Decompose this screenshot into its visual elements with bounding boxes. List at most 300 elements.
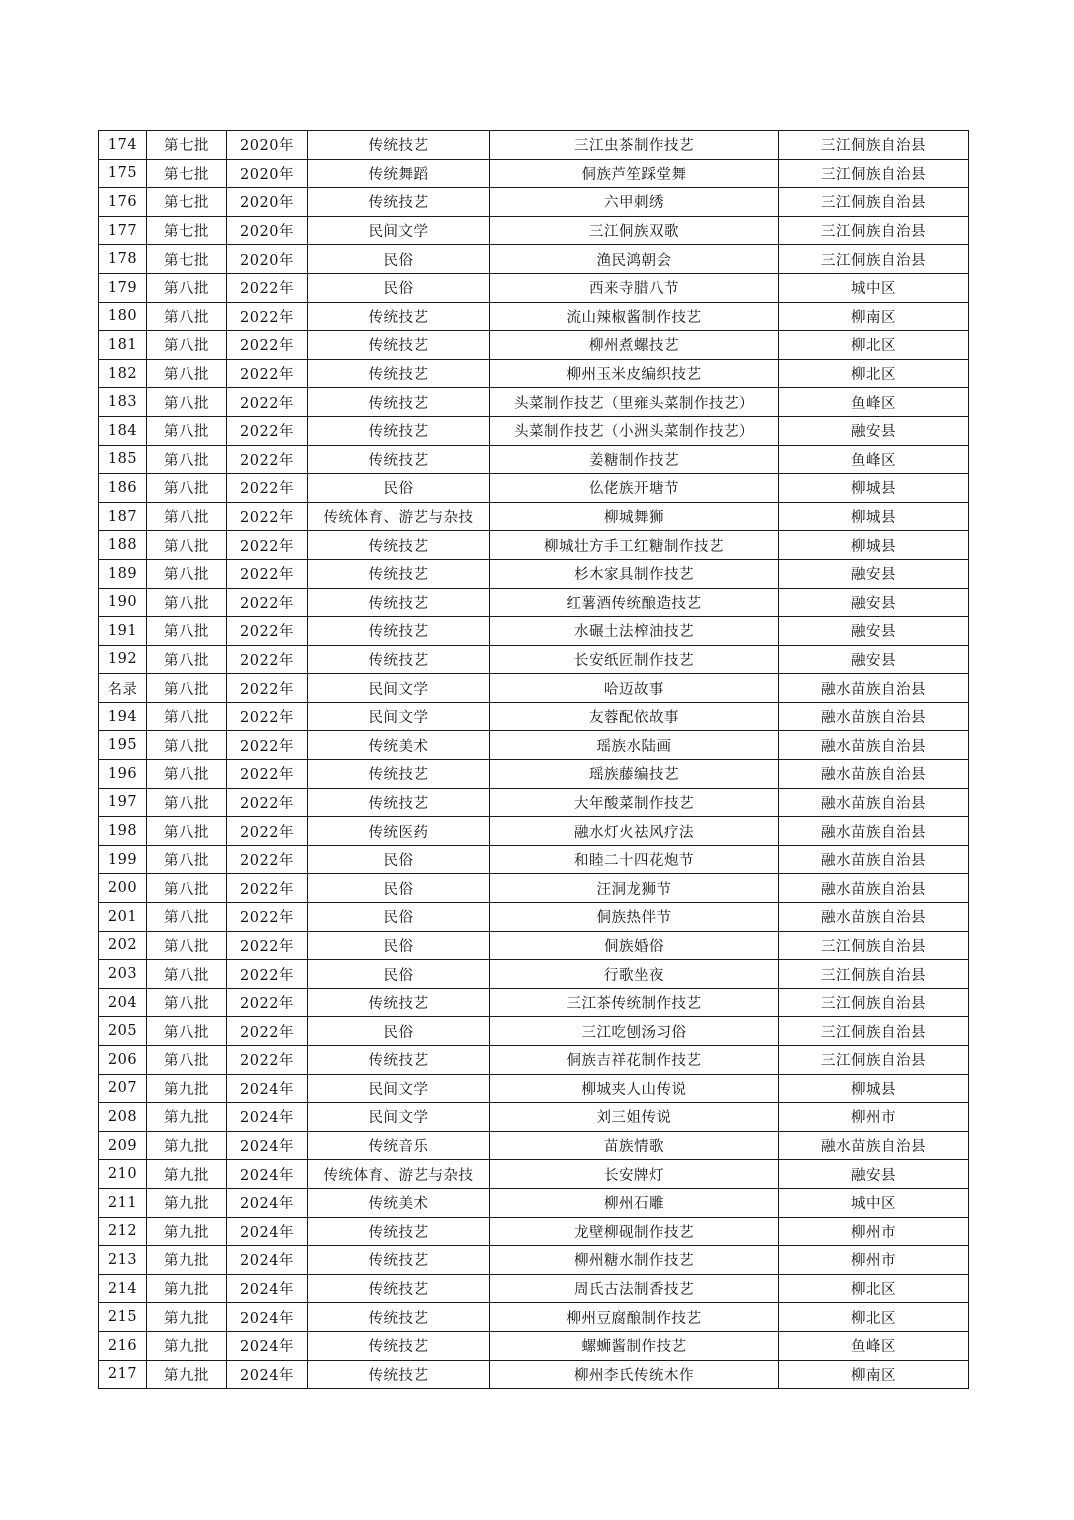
category-cell: 传统技艺 bbox=[308, 388, 490, 417]
number-cell: 211 bbox=[99, 1188, 147, 1217]
number-cell: 195 bbox=[99, 731, 147, 760]
table-row bbox=[99, 1046, 969, 1075]
project-name-cell: 红薯酒传统酿造技艺 bbox=[490, 588, 779, 617]
table-row bbox=[99, 760, 969, 789]
number-cell: 198 bbox=[99, 817, 147, 846]
category-cell: 民俗 bbox=[308, 245, 490, 274]
table-row bbox=[99, 674, 969, 703]
project-name-cell: 三江吃刨汤习俗 bbox=[490, 1017, 779, 1046]
number-cell: 184 bbox=[99, 416, 147, 445]
table-row bbox=[99, 388, 969, 417]
category-cell: 民俗 bbox=[308, 474, 490, 503]
number-cell: 205 bbox=[99, 1017, 147, 1046]
category-cell: 传统技艺 bbox=[308, 988, 490, 1017]
year-cell: 2022年 bbox=[227, 874, 308, 903]
category-cell: 传统技艺 bbox=[308, 416, 490, 445]
heritage-list-page bbox=[98, 130, 968, 1389]
year-cell: 2022年 bbox=[227, 302, 308, 331]
table-row bbox=[99, 331, 969, 360]
number-cell: 181 bbox=[99, 331, 147, 360]
year-cell: 2020年 bbox=[227, 245, 308, 274]
year-cell: 2022年 bbox=[227, 988, 308, 1017]
region-cell: 柳州市 bbox=[779, 1217, 969, 1246]
year-cell: 2022年 bbox=[227, 388, 308, 417]
year-cell: 2022年 bbox=[227, 1046, 308, 1075]
batch-cell: 第八批 bbox=[147, 302, 227, 331]
year-cell: 2024年 bbox=[227, 1103, 308, 1132]
table-row bbox=[99, 1017, 969, 1046]
category-cell: 民俗 bbox=[308, 931, 490, 960]
number-cell: 178 bbox=[99, 245, 147, 274]
number-cell: 208 bbox=[99, 1103, 147, 1132]
project-name-cell: 侗族婚俗 bbox=[490, 931, 779, 960]
table-row bbox=[99, 988, 969, 1017]
batch-cell: 第九批 bbox=[147, 1331, 227, 1360]
project-name-cell: 柳城壮方手工红糖制作技艺 bbox=[490, 531, 779, 560]
number-cell: 204 bbox=[99, 988, 147, 1017]
region-cell: 柳北区 bbox=[779, 1274, 969, 1303]
project-name-cell: 三江茶传统制作技艺 bbox=[490, 988, 779, 1017]
region-cell: 柳城县 bbox=[779, 1074, 969, 1103]
number-cell: 197 bbox=[99, 788, 147, 817]
category-cell: 传统技艺 bbox=[308, 645, 490, 674]
batch-cell: 第九批 bbox=[147, 1246, 227, 1275]
table-row bbox=[99, 903, 969, 932]
number-cell: 183 bbox=[99, 388, 147, 417]
year-cell: 2022年 bbox=[227, 731, 308, 760]
project-name-cell: 苗族情歌 bbox=[490, 1131, 779, 1160]
region-cell: 鱼峰区 bbox=[779, 1331, 969, 1360]
category-cell: 民俗 bbox=[308, 1017, 490, 1046]
region-cell: 鱼峰区 bbox=[779, 445, 969, 474]
project-name-cell: 长安纸匠制作技艺 bbox=[490, 645, 779, 674]
batch-cell: 第九批 bbox=[147, 1217, 227, 1246]
batch-cell: 第八批 bbox=[147, 817, 227, 846]
batch-cell: 第八批 bbox=[147, 531, 227, 560]
project-name-cell: 侗族芦笙踩堂舞 bbox=[490, 159, 779, 188]
number-cell: 174 bbox=[99, 131, 147, 160]
category-cell: 传统技艺 bbox=[308, 131, 490, 160]
year-cell: 2024年 bbox=[227, 1360, 308, 1389]
project-name-cell: 长安牌灯 bbox=[490, 1160, 779, 1189]
year-cell: 2024年 bbox=[227, 1303, 308, 1332]
number-cell: 190 bbox=[99, 588, 147, 617]
project-name-cell: 柳州玉米皮编织技艺 bbox=[490, 359, 779, 388]
batch-cell: 第八批 bbox=[147, 617, 227, 646]
year-cell: 2022年 bbox=[227, 474, 308, 503]
number-cell: 214 bbox=[99, 1274, 147, 1303]
category-cell: 传统技艺 bbox=[308, 1360, 490, 1389]
category-cell: 传统技艺 bbox=[308, 788, 490, 817]
table-row bbox=[99, 1160, 969, 1189]
category-cell: 传统美术 bbox=[308, 1188, 490, 1217]
category-cell: 传统技艺 bbox=[308, 331, 490, 360]
region-cell: 三江侗族自治县 bbox=[779, 1017, 969, 1046]
region-cell: 三江侗族自治县 bbox=[779, 245, 969, 274]
category-cell: 传统技艺 bbox=[308, 617, 490, 646]
number-cell: 名录 bbox=[99, 674, 147, 703]
project-name-cell: 流山辣椒酱制作技艺 bbox=[490, 302, 779, 331]
batch-cell: 第八批 bbox=[147, 788, 227, 817]
table-row bbox=[99, 416, 969, 445]
year-cell: 2024年 bbox=[227, 1217, 308, 1246]
batch-cell: 第八批 bbox=[147, 502, 227, 531]
table-row bbox=[99, 588, 969, 617]
batch-cell: 第八批 bbox=[147, 388, 227, 417]
number-cell: 180 bbox=[99, 302, 147, 331]
region-cell: 融水苗族自治县 bbox=[779, 702, 969, 731]
table-row bbox=[99, 216, 969, 245]
region-cell: 柳南区 bbox=[779, 302, 969, 331]
project-name-cell: 融水灯火祛风疗法 bbox=[490, 817, 779, 846]
project-name-cell: 六甲刺绣 bbox=[490, 188, 779, 217]
project-name-cell: 柳州李氏传统木作 bbox=[490, 1360, 779, 1389]
batch-cell: 第八批 bbox=[147, 960, 227, 989]
table-row bbox=[99, 1217, 969, 1246]
batch-cell: 第七批 bbox=[147, 216, 227, 245]
year-cell: 2024年 bbox=[227, 1131, 308, 1160]
year-cell: 2024年 bbox=[227, 1246, 308, 1275]
batch-cell: 第八批 bbox=[147, 559, 227, 588]
category-cell: 民间文学 bbox=[308, 674, 490, 703]
category-cell: 传统技艺 bbox=[308, 302, 490, 331]
category-cell: 传统技艺 bbox=[308, 1046, 490, 1075]
project-name-cell: 柳州豆腐酿制作技艺 bbox=[490, 1303, 779, 1332]
table-row bbox=[99, 1074, 969, 1103]
project-name-cell: 和睦二十四花炮节 bbox=[490, 845, 779, 874]
batch-cell: 第八批 bbox=[147, 445, 227, 474]
number-cell: 209 bbox=[99, 1131, 147, 1160]
number-cell: 206 bbox=[99, 1046, 147, 1075]
table-row bbox=[99, 1103, 969, 1132]
table-row bbox=[99, 559, 969, 588]
year-cell: 2022年 bbox=[227, 845, 308, 874]
category-cell: 传统技艺 bbox=[308, 559, 490, 588]
category-cell: 传统技艺 bbox=[308, 1217, 490, 1246]
region-cell: 柳北区 bbox=[779, 331, 969, 360]
table-row bbox=[99, 245, 969, 274]
region-cell: 融水苗族自治县 bbox=[779, 817, 969, 846]
batch-cell: 第八批 bbox=[147, 903, 227, 932]
project-name-cell: 柳城夹人山传说 bbox=[490, 1074, 779, 1103]
year-cell: 2022年 bbox=[227, 359, 308, 388]
category-cell: 传统技艺 bbox=[308, 588, 490, 617]
table-row bbox=[99, 1303, 969, 1332]
project-name-cell: 螺蛳酱制作技艺 bbox=[490, 1331, 779, 1360]
project-name-cell: 水碾土法榨油技艺 bbox=[490, 617, 779, 646]
project-name-cell: 仫佬族开塘节 bbox=[490, 474, 779, 503]
project-name-cell: 三江虫茶制作技艺 bbox=[490, 131, 779, 160]
batch-cell: 第八批 bbox=[147, 874, 227, 903]
number-cell: 186 bbox=[99, 474, 147, 503]
category-cell: 传统技艺 bbox=[308, 531, 490, 560]
number-cell: 216 bbox=[99, 1331, 147, 1360]
year-cell: 2020年 bbox=[227, 131, 308, 160]
batch-cell: 第七批 bbox=[147, 188, 227, 217]
region-cell: 融水苗族自治县 bbox=[779, 1131, 969, 1160]
number-cell: 200 bbox=[99, 874, 147, 903]
project-name-cell: 头菜制作技艺（小洲头菜制作技艺） bbox=[490, 416, 779, 445]
table-row bbox=[99, 502, 969, 531]
project-name-cell: 周氏古法制香技艺 bbox=[490, 1274, 779, 1303]
batch-cell: 第八批 bbox=[147, 474, 227, 503]
year-cell: 2024年 bbox=[227, 1274, 308, 1303]
number-cell: 217 bbox=[99, 1360, 147, 1389]
number-cell: 196 bbox=[99, 760, 147, 789]
year-cell: 2022年 bbox=[227, 273, 308, 302]
number-cell: 175 bbox=[99, 159, 147, 188]
category-cell: 民俗 bbox=[308, 874, 490, 903]
region-cell: 三江侗族自治县 bbox=[779, 988, 969, 1017]
region-cell: 柳城县 bbox=[779, 531, 969, 560]
year-cell: 2022年 bbox=[227, 445, 308, 474]
category-cell: 传统技艺 bbox=[308, 1246, 490, 1275]
number-cell: 191 bbox=[99, 617, 147, 646]
year-cell: 2022年 bbox=[227, 1017, 308, 1046]
batch-cell: 第八批 bbox=[147, 931, 227, 960]
project-name-cell: 柳州糖水制作技艺 bbox=[490, 1246, 779, 1275]
region-cell: 三江侗族自治县 bbox=[779, 960, 969, 989]
region-cell: 融安县 bbox=[779, 1160, 969, 1189]
table-row bbox=[99, 817, 969, 846]
number-cell: 192 bbox=[99, 645, 147, 674]
project-name-cell: 瑶族水陆画 bbox=[490, 731, 779, 760]
batch-cell: 第八批 bbox=[147, 331, 227, 360]
batch-cell: 第九批 bbox=[147, 1131, 227, 1160]
number-cell: 182 bbox=[99, 359, 147, 388]
region-cell: 融安县 bbox=[779, 645, 969, 674]
year-cell: 2022年 bbox=[227, 559, 308, 588]
table-row bbox=[99, 1188, 969, 1217]
project-name-cell: 杉木家具制作技艺 bbox=[490, 559, 779, 588]
region-cell: 柳州市 bbox=[779, 1103, 969, 1132]
year-cell: 2022年 bbox=[227, 702, 308, 731]
year-cell: 2022年 bbox=[227, 960, 308, 989]
batch-cell: 第八批 bbox=[147, 1046, 227, 1075]
batch-cell: 第九批 bbox=[147, 1274, 227, 1303]
year-cell: 2024年 bbox=[227, 1074, 308, 1103]
year-cell: 2022年 bbox=[227, 760, 308, 789]
number-cell: 212 bbox=[99, 1217, 147, 1246]
category-cell: 传统技艺 bbox=[308, 760, 490, 789]
project-name-cell: 姜糖制作技艺 bbox=[490, 445, 779, 474]
table-row bbox=[99, 845, 969, 874]
category-cell: 民俗 bbox=[308, 845, 490, 874]
number-cell: 215 bbox=[99, 1303, 147, 1332]
table-row bbox=[99, 788, 969, 817]
batch-cell: 第八批 bbox=[147, 645, 227, 674]
category-cell: 传统技艺 bbox=[308, 1331, 490, 1360]
category-cell: 传统体育、游艺与杂技 bbox=[308, 1160, 490, 1189]
year-cell: 2022年 bbox=[227, 617, 308, 646]
category-cell: 传统技艺 bbox=[308, 188, 490, 217]
region-cell: 三江侗族自治县 bbox=[779, 131, 969, 160]
table-row bbox=[99, 960, 969, 989]
category-cell: 民间文学 bbox=[308, 216, 490, 245]
batch-cell: 第八批 bbox=[147, 1017, 227, 1046]
year-cell: 2020年 bbox=[227, 159, 308, 188]
table-row bbox=[99, 1360, 969, 1389]
year-cell: 2024年 bbox=[227, 1160, 308, 1189]
number-cell: 199 bbox=[99, 845, 147, 874]
table-row bbox=[99, 531, 969, 560]
category-cell: 民俗 bbox=[308, 273, 490, 302]
region-cell: 融水苗族自治县 bbox=[779, 903, 969, 932]
table-row bbox=[99, 1246, 969, 1275]
year-cell: 2022年 bbox=[227, 531, 308, 560]
number-cell: 187 bbox=[99, 502, 147, 531]
table-row bbox=[99, 445, 969, 474]
year-cell: 2022年 bbox=[227, 674, 308, 703]
year-cell: 2022年 bbox=[227, 903, 308, 932]
region-cell: 融安县 bbox=[779, 416, 969, 445]
category-cell: 传统技艺 bbox=[308, 1274, 490, 1303]
region-cell: 三江侗族自治县 bbox=[779, 1046, 969, 1075]
region-cell: 柳城县 bbox=[779, 474, 969, 503]
batch-cell: 第八批 bbox=[147, 988, 227, 1017]
category-cell: 传统技艺 bbox=[308, 1303, 490, 1332]
region-cell: 鱼峰区 bbox=[779, 388, 969, 417]
project-name-cell: 大年酸菜制作技艺 bbox=[490, 788, 779, 817]
table-row bbox=[99, 188, 969, 217]
number-cell: 201 bbox=[99, 903, 147, 932]
region-cell: 城中区 bbox=[779, 1188, 969, 1217]
number-cell: 188 bbox=[99, 531, 147, 560]
table-row bbox=[99, 302, 969, 331]
table-row bbox=[99, 1331, 969, 1360]
region-cell: 融水苗族自治县 bbox=[779, 731, 969, 760]
region-cell: 融安县 bbox=[779, 617, 969, 646]
region-cell: 城中区 bbox=[779, 273, 969, 302]
category-cell: 传统医药 bbox=[308, 817, 490, 846]
project-name-cell: 柳州石雕 bbox=[490, 1188, 779, 1217]
batch-cell: 第八批 bbox=[147, 674, 227, 703]
batch-cell: 第九批 bbox=[147, 1188, 227, 1217]
batch-cell: 第八批 bbox=[147, 702, 227, 731]
year-cell: 2022年 bbox=[227, 331, 308, 360]
category-cell: 传统美术 bbox=[308, 731, 490, 760]
year-cell: 2020年 bbox=[227, 188, 308, 217]
year-cell: 2020年 bbox=[227, 216, 308, 245]
table-row bbox=[99, 273, 969, 302]
batch-cell: 第七批 bbox=[147, 159, 227, 188]
table-row bbox=[99, 359, 969, 388]
batch-cell: 第七批 bbox=[147, 245, 227, 274]
table-row bbox=[99, 645, 969, 674]
number-cell: 177 bbox=[99, 216, 147, 245]
category-cell: 传统体育、游艺与杂技 bbox=[308, 502, 490, 531]
region-cell: 柳北区 bbox=[779, 359, 969, 388]
heritage-list-table bbox=[98, 130, 969, 1389]
batch-cell: 第八批 bbox=[147, 588, 227, 617]
category-cell: 传统音乐 bbox=[308, 1131, 490, 1160]
category-cell: 传统舞蹈 bbox=[308, 159, 490, 188]
number-cell: 207 bbox=[99, 1074, 147, 1103]
region-cell: 柳城县 bbox=[779, 502, 969, 531]
project-name-cell: 刘三姐传说 bbox=[490, 1103, 779, 1132]
category-cell: 民间文学 bbox=[308, 1074, 490, 1103]
table-row bbox=[99, 474, 969, 503]
number-cell: 213 bbox=[99, 1246, 147, 1275]
table-row bbox=[99, 931, 969, 960]
year-cell: 2022年 bbox=[227, 416, 308, 445]
project-name-cell: 瑶族藤编技艺 bbox=[490, 760, 779, 789]
batch-cell: 第八批 bbox=[147, 359, 227, 388]
table-row bbox=[99, 874, 969, 903]
project-name-cell: 侗族热伴节 bbox=[490, 903, 779, 932]
project-name-cell: 三江侗族双歌 bbox=[490, 216, 779, 245]
region-cell: 三江侗族自治县 bbox=[779, 159, 969, 188]
table-row bbox=[99, 1274, 969, 1303]
project-name-cell: 友蓉配依故事 bbox=[490, 702, 779, 731]
category-cell: 传统技艺 bbox=[308, 445, 490, 474]
project-name-cell: 龙壁柳砚制作技艺 bbox=[490, 1217, 779, 1246]
batch-cell: 第八批 bbox=[147, 845, 227, 874]
region-cell: 三江侗族自治县 bbox=[779, 216, 969, 245]
project-name-cell: 柳州煮螺技艺 bbox=[490, 331, 779, 360]
project-name-cell: 头菜制作技艺（里雍头菜制作技艺） bbox=[490, 388, 779, 417]
year-cell: 2022年 bbox=[227, 502, 308, 531]
region-cell: 三江侗族自治县 bbox=[779, 188, 969, 217]
batch-cell: 第九批 bbox=[147, 1360, 227, 1389]
batch-cell: 第九批 bbox=[147, 1103, 227, 1132]
project-name-cell: 渔民鸿朝会 bbox=[490, 245, 779, 274]
project-name-cell: 行歌坐夜 bbox=[490, 960, 779, 989]
batch-cell: 第八批 bbox=[147, 273, 227, 302]
region-cell: 柳南区 bbox=[779, 1360, 969, 1389]
table-row bbox=[99, 131, 969, 160]
project-name-cell: 侗族吉祥花制作技艺 bbox=[490, 1046, 779, 1075]
region-cell: 柳州市 bbox=[779, 1246, 969, 1275]
category-cell: 民俗 bbox=[308, 903, 490, 932]
project-name-cell: 哈迈故事 bbox=[490, 674, 779, 703]
category-cell: 民间文学 bbox=[308, 702, 490, 731]
year-cell: 2022年 bbox=[227, 788, 308, 817]
project-name-cell: 柳城舞狮 bbox=[490, 502, 779, 531]
region-cell: 融水苗族自治县 bbox=[779, 760, 969, 789]
region-cell: 三江侗族自治县 bbox=[779, 931, 969, 960]
project-name-cell: 汪洞龙狮节 bbox=[490, 874, 779, 903]
number-cell: 185 bbox=[99, 445, 147, 474]
table-row bbox=[99, 702, 969, 731]
year-cell: 2024年 bbox=[227, 1331, 308, 1360]
category-cell: 民俗 bbox=[308, 960, 490, 989]
number-cell: 194 bbox=[99, 702, 147, 731]
batch-cell: 第九批 bbox=[147, 1303, 227, 1332]
region-cell: 融水苗族自治县 bbox=[779, 788, 969, 817]
region-cell: 融水苗族自治县 bbox=[779, 674, 969, 703]
number-cell: 189 bbox=[99, 559, 147, 588]
batch-cell: 第八批 bbox=[147, 731, 227, 760]
number-cell: 176 bbox=[99, 188, 147, 217]
table-body bbox=[99, 131, 969, 1389]
category-cell: 民间文学 bbox=[308, 1103, 490, 1132]
region-cell: 柳北区 bbox=[779, 1303, 969, 1332]
batch-cell: 第七批 bbox=[147, 131, 227, 160]
year-cell: 2022年 bbox=[227, 931, 308, 960]
number-cell: 202 bbox=[99, 931, 147, 960]
number-cell: 210 bbox=[99, 1160, 147, 1189]
project-name-cell: 西来寺腊八节 bbox=[490, 273, 779, 302]
year-cell: 2022年 bbox=[227, 817, 308, 846]
batch-cell: 第九批 bbox=[147, 1160, 227, 1189]
batch-cell: 第八批 bbox=[147, 760, 227, 789]
year-cell: 2022年 bbox=[227, 645, 308, 674]
batch-cell: 第九批 bbox=[147, 1074, 227, 1103]
year-cell: 2022年 bbox=[227, 588, 308, 617]
region-cell: 融安县 bbox=[779, 588, 969, 617]
table-row bbox=[99, 1131, 969, 1160]
